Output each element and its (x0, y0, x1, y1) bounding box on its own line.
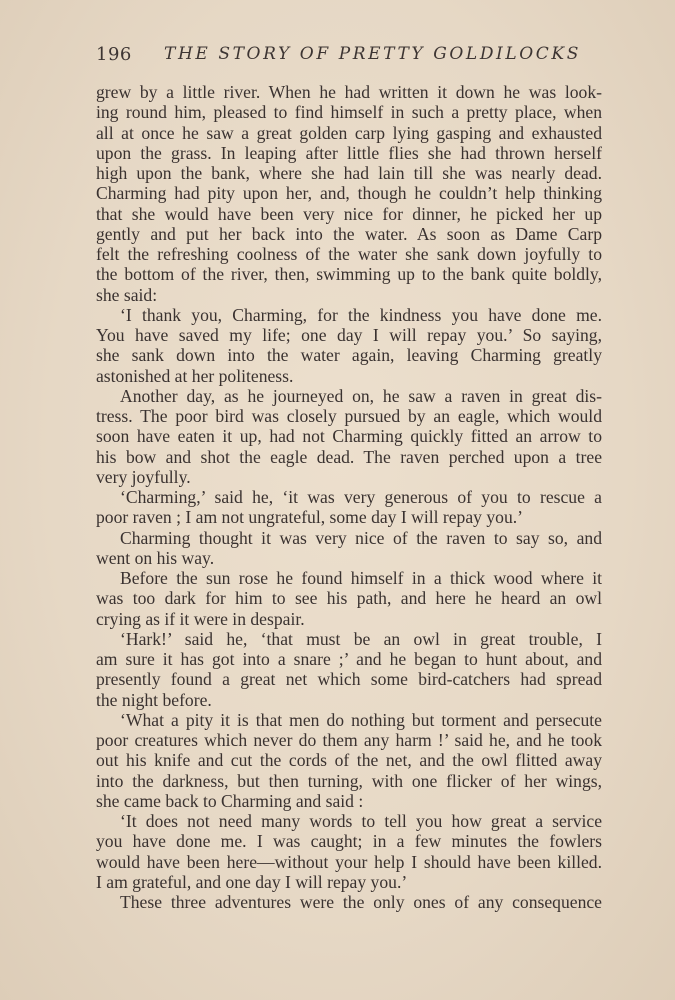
text-line: ing round him, pleased to find himself in such a pretty place, when (96, 102, 602, 123)
text-line: she said: (96, 284, 158, 305)
text-line: astonished at her politeness. (96, 365, 294, 386)
text-line: ‘I thank you, Charming, for the kindness you have done me. (120, 304, 602, 325)
text-line: ‘What a pity it is that men do nothing but torment and persecute (120, 709, 602, 730)
text-line: ‘Charming,’ said he, ‘it was very generous of you to rescue a (120, 487, 602, 507)
text-line: that she would have been very nice for dinner, he picked her up (96, 203, 602, 224)
text-line: Charming thought it was very nice of the raven to say so, and (120, 527, 602, 548)
text-line: you have done me. I was caught; in a few minutes the fowlers (96, 831, 602, 852)
text-line: soon have eaten it up, had not Charming quickly fitted an arrow to (96, 426, 602, 447)
text-line: You have saved my life; one day I will repay you.’ So saying, (96, 325, 602, 345)
text-line: felt the refreshing coolness of the water she sank down joyfully to (96, 244, 602, 264)
text-line: the night before. (96, 689, 212, 710)
text-line: poor creatures which never do them any harm !’ said he, and he took (96, 730, 602, 750)
text-line: his bow and shot the eagle dead. The raven perched upon a tree (96, 446, 602, 467)
text-line: upon the grass. In leaping after little flies she had thrown herself (96, 142, 602, 163)
text-line: Before the sun rose he found himself in a thick wood where it (120, 568, 602, 588)
text-line: ‘Hark!’ said he, ‘that must be an owl in great trouble, I (120, 628, 602, 649)
page-number: 196 (96, 44, 132, 65)
running-head (96, 44, 601, 70)
running-title: THE STORY OF PRETTY GOLDILOCKS (164, 44, 581, 64)
text-line: was too dark for him to see his path, and here he heard an owl (96, 588, 602, 609)
text-line: poor raven ; I am not ungrateful, some day I will repay you.’ (96, 507, 524, 528)
text-line: went on his way. (96, 547, 215, 568)
text-line: ‘It does not need many words to tell you how great a service (120, 811, 602, 831)
text-line: very joyfully. (96, 466, 191, 487)
text-line: Charming had pity upon her, and, though he couldn’t help thinking (96, 183, 602, 204)
text-line: presently found a great net which some bird-catchers had spread (96, 669, 602, 690)
text-line: I am grateful, and one day I will repay you.’ (96, 871, 408, 892)
text-line: all at once he saw a great golden carp lying gasping and exhausted (96, 122, 602, 143)
text-line: out his knife and cut the cords of the net, and the owl flitted away (96, 750, 602, 771)
text-line: she came back to Charming and said : (96, 790, 364, 811)
text-line: Another day, as he journeyed on, he saw a raven in great dis- (120, 385, 602, 406)
text-line: tress. The poor bird was closely pursued by an eagle, which would (96, 406, 602, 426)
text-line: crying as if it were in despair. (96, 608, 305, 629)
text-line: These three adventures were the only ones of any consequence (120, 892, 602, 912)
text-line: would have been here—without your help I should have been killed. (96, 851, 602, 872)
text-line: into the darkness, but then turning, with one flicker of her wings, (96, 770, 602, 791)
text-line: grew by a little river. When he had written it down he was look- (96, 82, 602, 102)
text-line: she sank down into the water again, leaving Charming greatly (96, 345, 602, 366)
text-line: gently and put her back into the water. As soon as Dame Carp (96, 223, 602, 244)
text-line: the bottom of the river, then, swimming up to the bank quite boldly, (96, 264, 602, 285)
text-line: high upon the bank, where she had lain till she was nearly dead. (96, 163, 602, 183)
text-line: am sure it has got into a snare ;’ and he began to hunt about, and (96, 649, 602, 669)
body-text (96, 82, 602, 912)
